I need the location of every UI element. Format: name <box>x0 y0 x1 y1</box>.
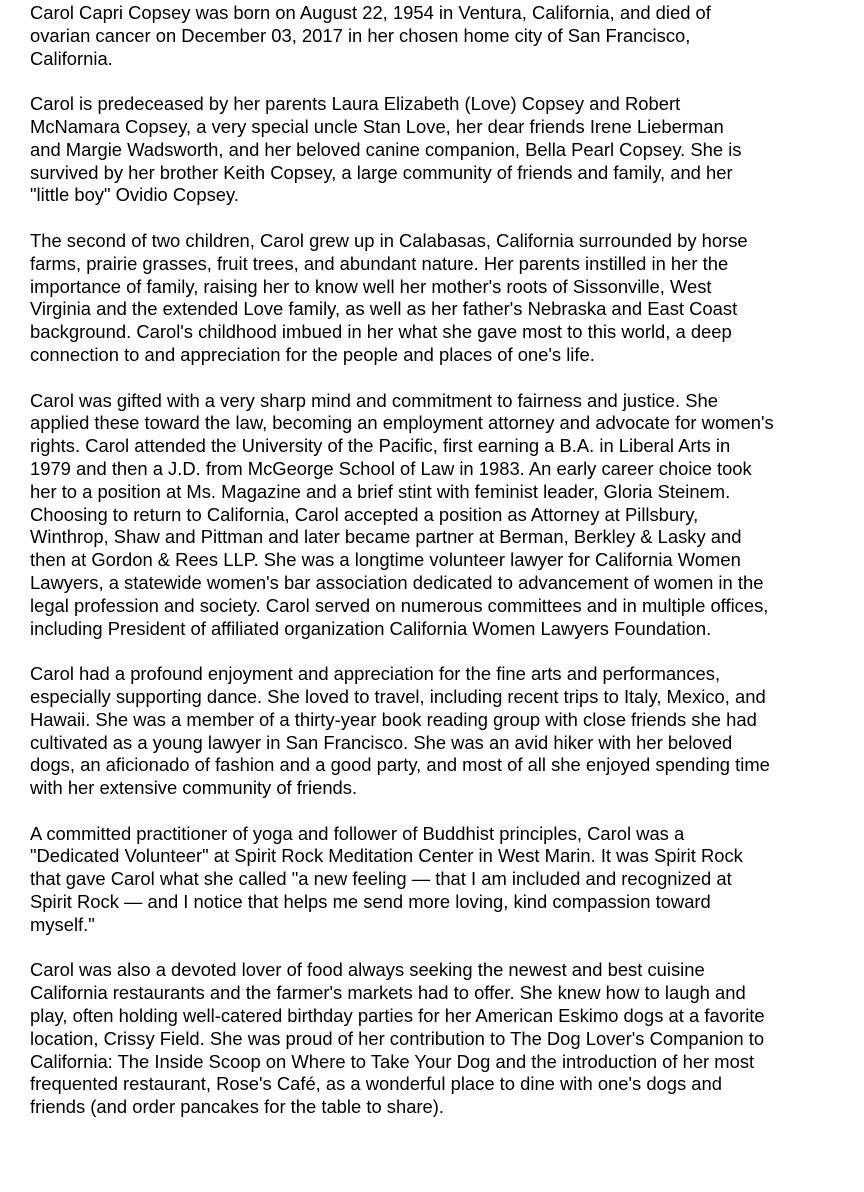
paragraph-birth-death: Carol Capri Copsey was born on August 22, 1954 in Ventura, California, and died of ovarian cancer on December 03, 2017 in her chosen home city of San Francisco, California. <box>30 2 711 69</box>
paragraph-childhood: The second of two children, Carol grew up in Calabasas, California surrounded by horse farms, prairie grasses, fruit trees, and abundant nature. Her parents instilled in her the importance of family, raising her to know well her mother's roots of Sissonville, West Virginia and the extended Love family, as well as her father's Nebraska and East Coast background. Carol's childhood imbued in her what she gave most to this world, a deep connection to and appreciation for the people and places of one's life. <box>30 229 748 365</box>
paragraph-family: Carol is predeceased by her parents Laura Elizabeth (Love) Copsey and Robert McNamara Copsey, a very special uncle Stan Love, her dear friends Irene Lieberman and Margie Wadsworth, and her beloved canine companion, Bella Pearl Copsey. She is survived by her brother Keith Copsey, a large community of friends and family, and her "little boy" Ovidio Copsey. <box>30 93 742 206</box>
paragraph-food-and-dogs: Carol was also a devoted lover of food always seeking the newest and best cuisine California restaurants and the farmer's markets had to offer. She knew how to laugh and play, often holding well-catered birthday parties for her American Eskimo dogs at a favorite location, Crissy Field. She was proud of her contribution to The Dog Lover's Companion to California: The Inside Scoop on Where to Take Your Dog and the introduction of her most frequented restaurant, Rose's Café, as a wonderful place to dine with one's dogs and friends (and order pancakes for the table to share). <box>30 959 765 1118</box>
paragraph-interests: Carol had a profound enjoyment and appreciation for the fine arts and performances, especially supporting dance. She loved to travel, including recent trips to Italy, Mexico, and Hawaii. She was a member of a thirty-year book reading group with close friends she had cultivated as a young lawyer in San Francisco. She was an avid hiker with her beloved dogs, an aficionado of fashion and a good party, and most of all she enjoyed spending time with her extensive community of friends. <box>30 663 770 799</box>
paragraph-spirit-rock: A committed practitioner of yoga and follower of Buddhist principles, Carol was a "Dedicated Volunteer" at Spirit Rock Meditation Center in West Marin. It was Spirit Rock that gave Carol what she called "a new feeling — that I am included and recognized at Spirit Rock — and I notice that helps me send more loving, kind compassion toward myself." <box>30 822 743 935</box>
paragraph-career: Carol was gifted with a very sharp mind and commitment to fairness and justice. She applied these toward the law, becoming an employment attorney and advocate for women's rights. Carol attended the University of the Pacific, first earning a B.A. in Liberal Arts in 1979 and then a J.D. from McGeorge School of Law in 1983. An early career choice took her to a position at Ms. Magazine and a brief stint with feminist leader, Gloria Steinem. Choosing to return to California, Carol accepted a position as Attorney at Pillsbury, Winthrop, Shaw and Pittman and later became partner at Berman, Berkley & Lasky and then at Gordon & Rees LLP. She was a longtime volunteer lawyer for California Women Lawyers, a statewide women's bar association dedicated to advancement of women in the legal profession and society. Carol served on numerous committees and in multiple offices, including President of affiliated organization California Women Lawyers Foundation. <box>30 389 774 639</box>
